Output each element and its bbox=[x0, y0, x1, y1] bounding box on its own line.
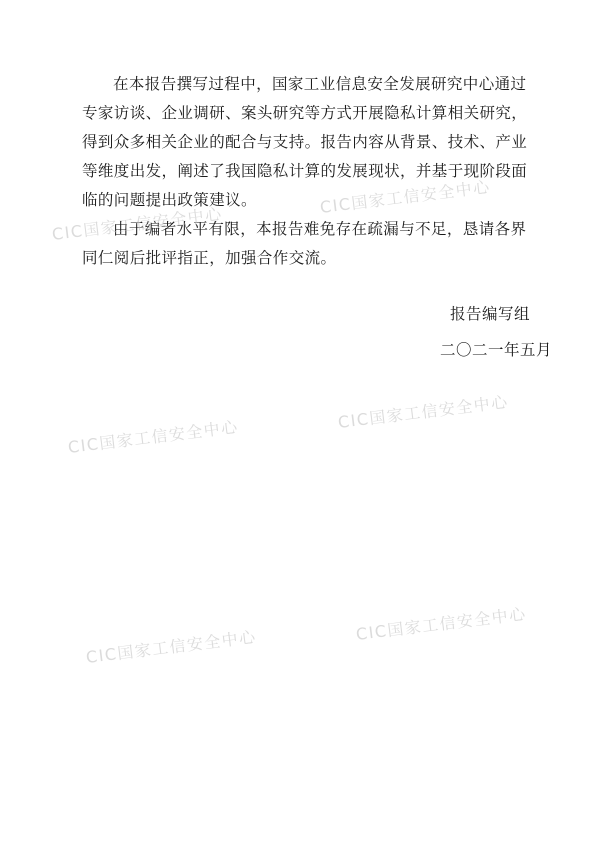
paragraph-line: 得到众多相关企业的配合与支持。报告内容从背景、技术、产业 bbox=[82, 133, 528, 151]
watermark: CIC国家工信安全中心 bbox=[84, 627, 258, 667]
paragraph-line: 专家访谈、企业调研、案头研究等方式开展隐私计算相关研究， bbox=[82, 104, 528, 122]
watermark: CIC国家工信安全中心 bbox=[50, 204, 224, 244]
paragraph-line: 同仁阅后批评指正，加强合作交流。 bbox=[82, 249, 337, 267]
paragraph-acknowledgement bbox=[82, 70, 542, 215]
watermark: CIC国家工信安全中心 bbox=[336, 392, 510, 432]
document-body bbox=[82, 70, 542, 273]
watermark: CIC国家工信安全中心 bbox=[66, 417, 240, 457]
paragraph-line: 由于编者水平有限，本报告难免存在疏漏与不足，恳请各界 bbox=[113, 220, 527, 238]
signature-date: 二〇二一年五月 bbox=[439, 341, 552, 359]
paragraph-disclaimer bbox=[82, 215, 542, 273]
watermark: CIC国家工信安全中心 bbox=[318, 177, 492, 217]
signature-group: 报告编写组 bbox=[449, 305, 530, 323]
paragraph-line: 等维度出发，阐述了我国隐私计算的发展现状，并基于现阶段面 bbox=[82, 162, 528, 180]
watermark: CIC国家工信安全中心 bbox=[354, 604, 528, 644]
paragraph-line: 在本报告撰写过程中，国家工业信息安全发展研究中心通过 bbox=[113, 75, 527, 93]
paragraph-line: 临的问题提出政策建议。 bbox=[82, 191, 257, 209]
